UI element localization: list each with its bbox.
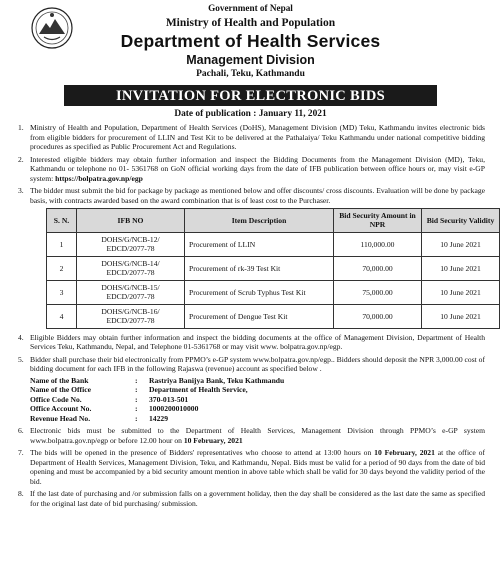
table-row — [47, 232, 500, 256]
notice-items — [16, 123, 495, 508]
item-number: 2. — [18, 154, 24, 164]
item-text: Ministry of Health and Population, Department of Health Services (DoHS), Management Division (MD) Teku, Kathmandu invites electronic bids from eligible bidders for procurement of LLIN and Test Kit to be delivered at the Pathalaiya/ Teku Kathmandu under national competitive bidding procedures as specified as Public Procurement Act and Regulations. — [30, 123, 485, 152]
item-4 — [16, 333, 485, 352]
table-cell: 2 — [47, 256, 77, 280]
government-title: Government of Nepal — [208, 3, 293, 13]
table-row — [47, 256, 500, 280]
division-title: Management Division — [186, 52, 315, 67]
bank-sep: : — [135, 375, 138, 385]
item-number: 4. — [18, 332, 24, 342]
department-title: Department of Health Services — [120, 30, 381, 51]
item-number: 7. — [18, 448, 24, 458]
bank-value: 1000200010000 — [149, 404, 199, 414]
table-cell: 70,000.00 — [334, 256, 422, 280]
item-8 — [16, 489, 485, 508]
bank-row — [30, 414, 485, 423]
bank-value: 14229 — [149, 413, 168, 423]
item-2 — [16, 155, 485, 183]
item-7 — [16, 448, 485, 486]
bank-sep: : — [135, 413, 138, 423]
bank-label: Office Code No. — [30, 394, 82, 404]
table-cell: 10 June 2021 — [422, 256, 500, 280]
address: Pachali, Teku, Kathmandu — [196, 69, 305, 80]
item-text: The bidder must submit the bid for package by package as mentioned below and offer discounts/ cross discounts. Evaluation will be done by package basis, with contracts awarded based on the award combination that is of least cost to the Purchaser. — [30, 186, 485, 205]
ministry-title: Ministry of Health and Population — [165, 16, 336, 29]
table-cell: DOHS/G/NCB-12/ EDCD/2077-78 — [77, 232, 185, 256]
item-1 — [16, 123, 485, 151]
opening-date: 10 February, 2021 — [374, 448, 435, 458]
bank-label: Name of the Office — [30, 385, 91, 395]
table-row — [47, 280, 500, 304]
bank-value: 370-013-501 — [149, 394, 189, 404]
item-text: Bidder shall purchase their bid electronically from PPMO’s e-GP system www.bolpatra.gov.np/egp.. Bidders should deposit the NPR 3,000.00 cost of bidding document for each IFB in the following Rajaswa (revenue) account as specified below . — [30, 354, 485, 374]
table-cell: 4 — [47, 304, 77, 328]
bank-value: Rastriya Banijya Bank, Teku Kathmandu — [149, 375, 285, 385]
notice-banner: INVITATION FOR ELECTRONIC BIDS — [64, 85, 437, 106]
table-cell: 10 June 2021 — [422, 232, 500, 256]
submission-date: 10 February, 2021 — [183, 435, 243, 445]
table-cell: 110,000.00 — [334, 232, 422, 256]
table-row — [47, 304, 500, 328]
egp-link[interactable]: https://bolpatra.gov.np/egp — [55, 173, 143, 183]
table-cell: Procurement of Dengue Test Kit — [185, 304, 334, 328]
publication-date: Date of publication : January 11, 2021 — [174, 109, 327, 120]
bank-label: Office Account No. — [30, 404, 92, 414]
table-cell: 70,000.00 — [334, 304, 422, 328]
table-cell: 75,000.00 — [334, 280, 422, 304]
table-cell: Procurement of LLIN — [185, 232, 334, 256]
table-cell: 3 — [47, 280, 77, 304]
table-cell: Procurement of rk-39 Test Kit — [185, 256, 334, 280]
item-text: Interested eligible bidders may obtain further information and inspect the Bidding Documents from the Management Division (MD), Teku, Kathmandu or telephone no 01- 5361768 on GoN official working days from the date of IFB publication between office hours or, may visit e-GP system: — [30, 154, 485, 183]
col-header: IFB NO — [77, 209, 185, 233]
col-header: S. N. — [47, 209, 77, 233]
item-text: If the last date of purchasing and /or submission falls on a government holiday, then the day shall be considered as the last date the same as specified for the original last date of bid purchasing/ submission. — [30, 489, 485, 508]
table-cell: Procurement of Scrub Typhus Test Kit — [185, 280, 334, 304]
bids-table — [46, 208, 500, 329]
bank-details — [30, 376, 485, 423]
item-text: at the office of Department of Health Services, Management Division, Teku, and Kathmandu, Nepal. Bids must be valid for a period of 90 days from the date of bid opening and must be accompanied by a bid security amount mention in above table which shall be valid for 30 days beyond the validity period of the bid. — [30, 448, 485, 486]
bank-sep: : — [135, 385, 138, 395]
col-header: Bid Security Amount in NPR — [334, 209, 422, 233]
item-3 — [16, 186, 495, 329]
item-text: Eligible Bidders may obtain further information and inspect the bidding documents at the office of Management Division, Department of Health Services Teku, Kathmandu, Nepal, and Telephone 01-5361768 or may visit www. bolpatra.gov.np/egp. — [30, 332, 485, 352]
col-header: Item Description — [185, 209, 334, 233]
bank-value: Department of Health Service, — [149, 385, 248, 395]
item-number: 8. — [18, 489, 24, 499]
table-header-row — [47, 209, 500, 233]
bank-label: Name of the Bank — [30, 375, 89, 385]
item-5 — [16, 355, 485, 423]
item-number: 6. — [18, 426, 24, 436]
col-header: Bid Security Validity — [422, 209, 500, 233]
item-text: Electronic bids must be submitted to the Department of Health Services, Management Division through PPMO’s e-GP system www.bolpatra.gov.np/egp or before 12.00 hour on — [30, 426, 485, 445]
nepal-emblem-icon — [30, 6, 74, 50]
table-cell: DOHS/G/NCB-16/ EDCD/2077-78 — [77, 304, 185, 328]
item-6 — [16, 426, 485, 445]
item-number: 1. — [18, 123, 24, 133]
bank-row — [30, 395, 485, 404]
table-cell: 1 — [47, 232, 77, 256]
bank-row — [30, 404, 485, 413]
item-number: 3. — [18, 186, 24, 196]
item-text: The bids will be opened in the presence of Bidders' representatives who choose to attend at 13:00 hours on — [30, 448, 375, 458]
table-cell: DOHS/G/NCB-15/ EDCD/2077-78 — [77, 280, 185, 304]
bank-sep: : — [135, 394, 138, 404]
item-number: 5. — [18, 354, 24, 364]
bank-sep: : — [135, 404, 138, 414]
bank-label: Revenue Head No. — [30, 413, 91, 423]
table-cell: DOHS/G/NCB-14/ EDCD/2077-78 — [77, 256, 185, 280]
table-cell: 10 June 2021 — [422, 280, 500, 304]
bank-row — [30, 385, 485, 394]
table-cell: 10 June 2021 — [422, 304, 500, 328]
bank-row — [30, 376, 485, 385]
letterhead — [16, 0, 485, 81]
